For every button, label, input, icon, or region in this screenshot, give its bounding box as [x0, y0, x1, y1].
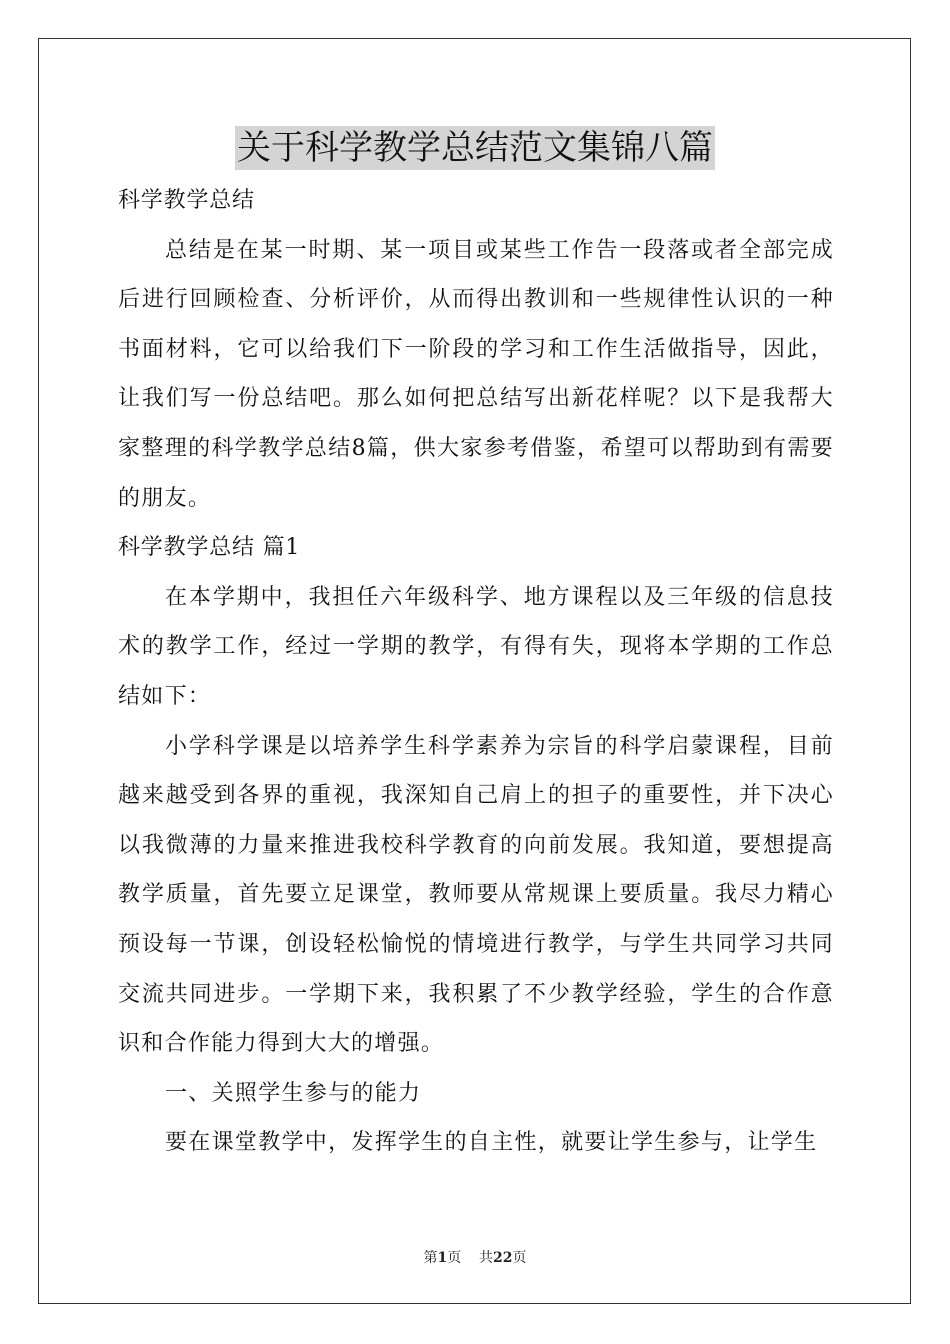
subheading: 一、关照学生参与的能力 — [165, 1080, 422, 1106]
title-wrap — [0, 126, 950, 170]
document-body — [118, 176, 834, 1168]
article-heading: 科学教学总结 篇1 — [118, 535, 301, 561]
footer-suffix: 页 — [512, 1250, 527, 1266]
intro-paragraph: 总结是在某一时期、某一项目或某些工作告一段落或者全部完成后进行回顾检查、分析评价，从而得出教训和一些规律性认识的一种书面材料，它可以给我们下一阶段的学习和工作生活做指导，因此，让我们写一份总结吧。那么如何把总结写出新花样呢？以下是我帮大家整理的科学教学总结8篇，供大家参考借鉴，希望可以帮助到有需要的朋友。 — [118, 237, 834, 511]
section-heading: 科学教学总结 — [118, 188, 255, 213]
body-paragraph: 在本学期中，我担任六年级科学、地方课程以及三年级的信息技术的教学工作，经过一学期的教学，有得有失，现将本学期的工作总结如下： — [118, 584, 834, 709]
body-paragraph: 要在课堂教学中，发挥学生的自主性，就要让学生参与，让学生 — [165, 1130, 818, 1156]
total-page-number: 22 — [493, 1250, 513, 1266]
body-paragraph: 小学科学课是以培养学生科学素养为宗旨的科学启蒙课程，目前越来越受到各界的重视，我深知自己肩上的担子的重要性，并下决心以我微薄的力量来推进我校科学教育的向前发展。我知道，要想提高教学质量，首先要立足课堂，教师要从常规课上要质量。我尽力精心预设每一节课，创设轻松愉悦的情境进行教学，与学生共同学习共同交流共同进步。一学期下来，我积累了不少教学经验，学生的合作意识和合作能力得到大大的增强。 — [118, 733, 834, 1057]
page-footer — [0, 1248, 950, 1268]
document-title: 关于科学教学总结范文集锦八篇 — [237, 128, 713, 168]
footer-prefix: 第 — [423, 1250, 438, 1266]
current-page-number: 1 — [437, 1250, 448, 1266]
footer-mid: 页 共 — [447, 1250, 494, 1266]
